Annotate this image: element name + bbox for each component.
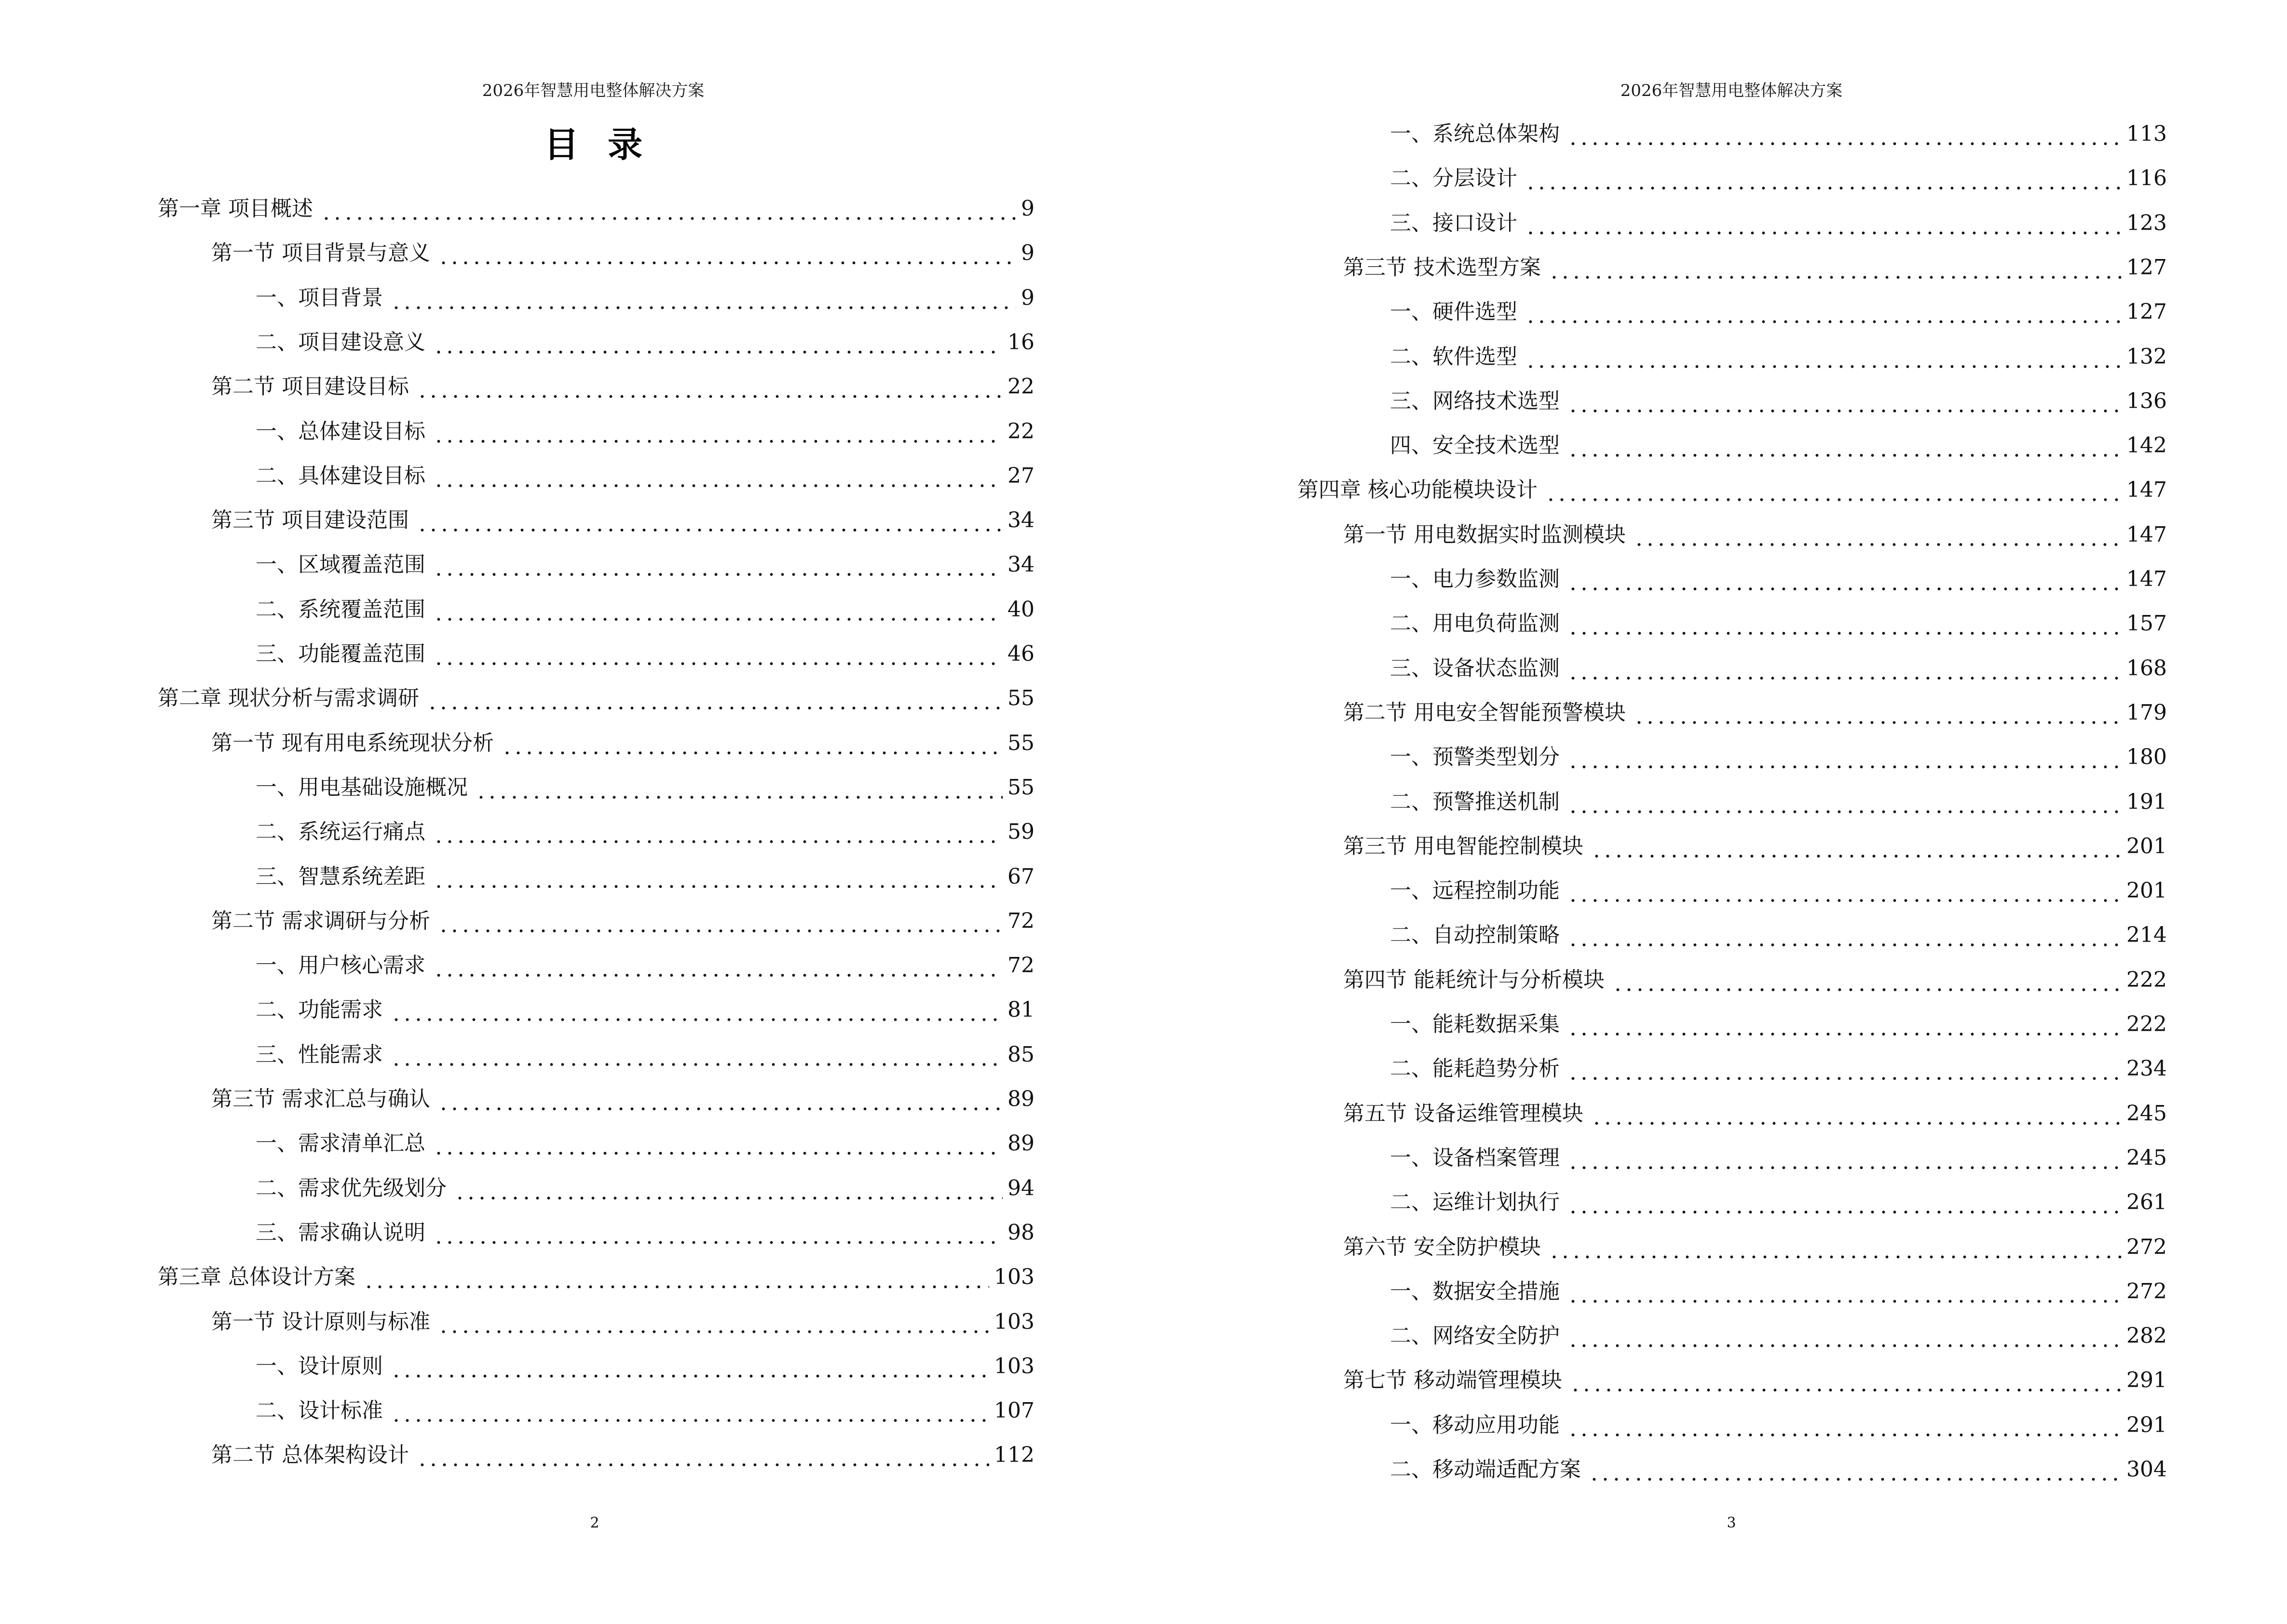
toc-entry-level-3[interactable]: [256, 328, 1035, 357]
toc-entry-level-1[interactable]: [1297, 476, 2167, 505]
toc-entry-level-3[interactable]: [1390, 431, 2167, 460]
toc-entry-level-3[interactable]: [256, 595, 1035, 624]
toc-entry-page: 22: [1007, 374, 1035, 399]
toc-entry-title: 二、移动端适配方案: [1390, 1457, 1581, 1482]
dot-leader: [1567, 1010, 2122, 1039]
toc-entry-level-1[interactable]: [158, 1263, 1035, 1292]
toc-entry-level-2[interactable]: [211, 372, 1035, 401]
toc-entry-title: 一、用电基础设施概况: [256, 775, 468, 800]
toc-entry-page: 89: [1007, 1087, 1035, 1111]
toc-entry-title: 第六节 安全防护模块: [1343, 1234, 1541, 1259]
toc-entry-title: 第三节 技术选型方案: [1343, 255, 1541, 280]
dot-leader: [1567, 609, 2122, 638]
dot-leader: [1525, 298, 2122, 327]
toc-entry-page: 234: [2126, 1056, 2167, 1081]
toc-entry-page: 291: [2126, 1412, 2167, 1437]
page-number: 2: [590, 1515, 599, 1531]
dot-leader: [1567, 654, 2122, 683]
toc-entry-title: 第一节 项目背景与意义: [211, 241, 430, 266]
toc-entry-level-3[interactable]: [256, 996, 1035, 1024]
dot-leader: [427, 684, 1003, 713]
toc-entry-page: 94: [1007, 1175, 1035, 1201]
toc-entry-level-3[interactable]: [256, 951, 1035, 980]
toc-entry-page: 59: [1007, 819, 1035, 845]
dot-leader: [433, 595, 1003, 624]
toc-entry-page: 46: [1007, 641, 1035, 666]
toc-entry-page: 201: [2126, 878, 2167, 903]
dot-leader: [433, 417, 1003, 446]
toc-entry-level-2[interactable]: [211, 1441, 1035, 1470]
dot-leader: [1567, 876, 2122, 905]
toc-entry-title: 三、性能需求: [256, 1042, 383, 1067]
dot-leader: [417, 506, 1003, 535]
toc-entry-level-3[interactable]: [1390, 1411, 2167, 1440]
toc-entry-level-3[interactable]: [1390, 1277, 2167, 1306]
toc-entry-title: 三、接口设计: [1390, 210, 1517, 235]
dot-leader: [1567, 387, 2122, 416]
toc-entry-title: 二、系统运行痛点: [256, 819, 425, 845]
toc-entry-level-2[interactable]: [1343, 832, 2167, 861]
dot-leader: [1567, 921, 2122, 950]
toc-entry-page: 103: [994, 1265, 1035, 1290]
toc-entry-page: 9: [1021, 196, 1035, 221]
toc-entry-level-2[interactable]: [1343, 253, 2167, 282]
toc-entry-level-2[interactable]: [211, 506, 1035, 535]
toc-entry-title: 三、网络技术选型: [1390, 388, 1560, 413]
toc-entry-title: 二、需求优先级划分: [256, 1175, 447, 1201]
toc-entry-title: 二、项目建设意义: [256, 329, 425, 355]
dot-leader: [433, 1129, 1003, 1158]
dot-leader: [1567, 1188, 2122, 1217]
toc-entry-page: 147: [2126, 567, 2167, 591]
toc-entry-title: 一、系统总体架构: [1390, 122, 1560, 146]
dot-leader: [417, 1441, 989, 1470]
toc-entry-level-2[interactable]: [1343, 1366, 2167, 1395]
toc-entry-level-3[interactable]: [256, 417, 1035, 446]
toc-entry-level-2[interactable]: [1343, 966, 2167, 995]
dot-leader: [433, 818, 1003, 846]
toc-entry-level-3[interactable]: [256, 862, 1035, 891]
toc-entry-page: 261: [2126, 1190, 2167, 1215]
toc-entry-level-1[interactable]: [158, 194, 1035, 223]
toc-entry-page: 127: [2126, 300, 2167, 325]
toc-entry-page: 147: [2126, 478, 2167, 503]
toc-entry-page: 142: [2126, 433, 2167, 458]
dot-leader: [1591, 832, 2122, 861]
dot-leader: [1567, 1411, 2122, 1440]
dot-leader: [476, 773, 1003, 802]
toc-entry-level-3[interactable]: [256, 773, 1035, 802]
toc-entry-page: 123: [2126, 210, 2167, 235]
toc-entry-page: 245: [2126, 1145, 2167, 1170]
toc-entry-level-3[interactable]: [1390, 565, 2167, 594]
toc-entry-level-2[interactable]: [1343, 1099, 2167, 1128]
toc-entry-page: 191: [2126, 789, 2167, 814]
toc-entry-title: 二、预警推送机制: [1390, 789, 1560, 814]
toc-entry-level-2[interactable]: [1343, 1233, 2167, 1262]
toc-entry-page: 34: [1007, 508, 1035, 533]
toc-entry-title: 二、具体建设目标: [256, 463, 425, 488]
toc-entry-page: 168: [2126, 655, 2167, 681]
toc-entry-title: 二、设计标准: [256, 1398, 383, 1423]
toc-entry-title: 第七节 移动端管理模块: [1343, 1368, 1562, 1393]
toc-entry-title: 第三节 用电智能控制模块: [1343, 833, 1583, 859]
toc-entry-level-2[interactable]: [1343, 520, 2167, 549]
dot-leader: [391, 1352, 989, 1381]
toc-entry-level-3[interactable]: [256, 1396, 1035, 1425]
toc-entry-level-3[interactable]: [1390, 743, 2167, 772]
toc-entry-page: 89: [1007, 1131, 1035, 1156]
toc-entry-title: 第二节 总体架构设计: [211, 1443, 409, 1468]
toc-entry-level-2[interactable]: [1343, 698, 2167, 727]
toc-entry-page: 282: [2126, 1324, 2167, 1349]
dot-leader: [433, 462, 1003, 491]
toc-entry-title: 一、远程控制功能: [1390, 878, 1560, 903]
toc-entry-title: 第一节 现有用电系统现状分析: [211, 730, 494, 755]
toc-entry-title: 一、用户核心需求: [256, 953, 425, 978]
dot-leader: [433, 550, 1003, 579]
dot-leader: [433, 640, 1003, 669]
toc-entry-page: 245: [2126, 1101, 2167, 1126]
toc-entry-page: 16: [1007, 329, 1035, 355]
toc-entry-title: 一、区域覆盖范围: [256, 552, 425, 577]
dot-leader: [1567, 431, 2122, 460]
toc-entry-page: 107: [994, 1398, 1035, 1423]
dot-leader: [391, 996, 1003, 1024]
toc-entry-level-3[interactable]: [1390, 1188, 2167, 1217]
toc-entry-level-3[interactable]: [1390, 1010, 2167, 1039]
toc-entry-title: 二、用电负荷监测: [1390, 611, 1560, 636]
toc-entry-page: 22: [1007, 419, 1035, 444]
toc-entry-title: 一、设计原则: [256, 1353, 383, 1378]
toc-entry-level-3[interactable]: [256, 462, 1035, 491]
toc-entry-level-3[interactable]: [256, 818, 1035, 846]
toc-entry-title: 一、硬件选型: [1390, 300, 1517, 325]
toc-entry-title: 第四节 能耗统计与分析模块: [1343, 967, 1605, 992]
toc-entry-title: 第三节 项目建设范围: [211, 508, 409, 533]
toc-entry-title: 一、移动应用功能: [1390, 1412, 1560, 1437]
toc-entry-level-3[interactable]: [256, 1129, 1035, 1158]
toc-entry-page: 132: [2126, 344, 2167, 369]
toc-entry-title: 第二章 现状分析与需求调研: [158, 686, 419, 711]
running-header: 2026年智慧用电整体解决方案: [482, 81, 705, 100]
dot-leader: [1525, 164, 2122, 193]
dot-leader: [1567, 1144, 2122, 1173]
toc-entry-page: 112: [994, 1443, 1035, 1468]
toc-entry-page: 34: [1007, 552, 1035, 577]
toc-entry-page: 201: [2126, 833, 2167, 859]
toc-entry-level-2[interactable]: [211, 1085, 1035, 1114]
toc-entry-title: 四、安全技术选型: [1390, 433, 1560, 458]
toc-entry-level-3[interactable]: [256, 1218, 1035, 1247]
toc-entry-page: 113: [2126, 122, 2167, 146]
toc-entry-page: 27: [1007, 463, 1035, 488]
dot-leader: [1567, 1322, 2122, 1351]
dot-leader: [433, 951, 1003, 980]
toc-entry-level-3[interactable]: [1390, 921, 2167, 950]
toc-entry-title: 二、运维计划执行: [1390, 1190, 1560, 1215]
toc-entry-page: 136: [2126, 388, 2167, 413]
dot-leader: [1545, 476, 2122, 505]
toc-entry-page: 116: [2126, 166, 2167, 191]
dot-leader: [433, 328, 1003, 357]
running-header: 2026年智慧用电整体解决方案: [1620, 81, 1843, 100]
toc-entry-title: 一、项目背景: [256, 285, 383, 310]
toc-entry-level-3[interactable]: [1390, 120, 2167, 149]
toc-entry-page: 103: [994, 1353, 1035, 1378]
toc-entry-page: 55: [1007, 775, 1035, 800]
toc-entry-level-3[interactable]: [1390, 1054, 2167, 1083]
toc-title: 目录: [544, 124, 672, 165]
dot-leader: [391, 284, 1016, 313]
toc-entry-level-3[interactable]: [1390, 298, 2167, 327]
toc-entry-level-3[interactable]: [1390, 342, 2167, 371]
dot-leader: [321, 194, 1016, 223]
toc-entry-page: 98: [1007, 1220, 1035, 1245]
dot-leader: [1567, 788, 2122, 817]
dot-leader: [1589, 1455, 2122, 1484]
toc-entry-title: 一、数据安全措施: [1390, 1279, 1560, 1304]
toc-entry-level-3[interactable]: [1390, 788, 2167, 817]
toc-entry-title: 第一章 项目概述: [158, 196, 313, 221]
toc-entry-title: 一、电力参数监测: [1390, 567, 1560, 591]
toc-entry-level-2[interactable]: [211, 1308, 1035, 1337]
toc-entry-title: 三、需求确认说明: [256, 1220, 425, 1245]
toc-entry-level-3[interactable]: [1390, 209, 2167, 238]
toc-entry-title: 第一节 用电数据实时监测模块: [1343, 522, 1626, 547]
dot-leader: [1549, 253, 2122, 282]
toc-entry-level-3[interactable]: [256, 1174, 1035, 1203]
toc-entry-level-3[interactable]: [1390, 164, 2167, 193]
toc-entry-page: 40: [1007, 597, 1035, 622]
dot-leader: [1567, 565, 2122, 594]
dot-leader: [1525, 209, 2122, 238]
toc-entry-level-3[interactable]: [1390, 1455, 2167, 1484]
dot-leader: [438, 1085, 1003, 1114]
toc-entry-level-3[interactable]: [256, 1040, 1035, 1069]
toc-entry-title: 二、功能需求: [256, 997, 383, 1023]
toc-entry-level-2[interactable]: [211, 729, 1035, 758]
toc-entry-page: 272: [2126, 1234, 2167, 1259]
toc-entry-title: 二、软件选型: [1390, 344, 1517, 369]
page-number: 3: [1727, 1515, 1736, 1531]
toc-entry-page: 304: [2126, 1457, 2167, 1482]
toc-entry-level-3[interactable]: [256, 284, 1035, 313]
toc-entry-page: 222: [2126, 1012, 2167, 1037]
toc-entry-title: 第三章 总体设计方案: [158, 1265, 355, 1290]
toc-entry-level-3[interactable]: [1390, 609, 2167, 638]
dot-leader: [433, 1218, 1003, 1247]
toc-entry-level-3[interactable]: [1390, 1322, 2167, 1351]
dot-leader: [438, 907, 1003, 936]
toc-entry-level-3[interactable]: [256, 640, 1035, 669]
toc-entry-page: 72: [1007, 953, 1035, 978]
dot-leader: [363, 1263, 989, 1292]
toc-entry-page: 9: [1021, 285, 1035, 310]
toc-entry-page: 81: [1007, 997, 1035, 1023]
toc-entry-level-2[interactable]: [211, 907, 1035, 936]
toc-entry-title: 二、系统覆盖范围: [256, 597, 425, 622]
dot-leader: [1549, 1233, 2122, 1262]
toc-entry-page: 127: [2126, 255, 2167, 280]
dot-leader: [1567, 1277, 2122, 1306]
toc-entry-title: 第四章 核心功能模块设计: [1297, 478, 1538, 503]
dot-leader: [1567, 120, 2122, 149]
toc-entry-title: 二、能耗趋势分析: [1390, 1056, 1560, 1081]
toc-entry-title: 一、需求清单汇总: [256, 1131, 425, 1156]
toc-entry-level-3[interactable]: [1390, 654, 2167, 683]
toc-entry-title: 第一节 设计原则与标准: [211, 1309, 430, 1334]
toc-entry-level-3[interactable]: [1390, 387, 2167, 416]
toc-entry-title: 二、分层设计: [1390, 166, 1517, 191]
toc-entry-title: 第五节 设备运维管理模块: [1343, 1101, 1583, 1126]
dot-leader: [1567, 743, 2122, 772]
toc-entry-level-2[interactable]: [211, 239, 1035, 268]
dot-leader: [1634, 520, 2122, 549]
toc-entry-page: 55: [1007, 730, 1035, 755]
toc-entry-page: 9: [1021, 241, 1035, 266]
toc-entry-page: 85: [1007, 1042, 1035, 1067]
toc-entry-page: 180: [2126, 745, 2167, 770]
toc-entry-page: 55: [1007, 686, 1035, 711]
toc-entry-title: 三、设备状态监测: [1390, 655, 1560, 681]
toc-entry-title: 第二节 用电安全智能预警模块: [1343, 700, 1626, 725]
toc-entry-page: 72: [1007, 908, 1035, 933]
dot-leader: [502, 729, 1003, 758]
dot-leader: [1612, 966, 2122, 995]
toc-entry-title: 三、智慧系统差距: [256, 864, 425, 889]
dot-leader: [1567, 1054, 2122, 1083]
toc-entry-page: 214: [2126, 923, 2167, 948]
right-page: [1144, 0, 2287, 1624]
toc-entry-page: 179: [2126, 700, 2167, 725]
dot-leader: [417, 372, 1003, 401]
toc-entry-level-3[interactable]: [256, 1352, 1035, 1381]
toc-entry-page: 157: [2126, 611, 2167, 636]
toc-entry-level-3[interactable]: [256, 550, 1035, 579]
toc-entry-title: 一、设备档案管理: [1390, 1145, 1560, 1170]
dot-leader: [1591, 1099, 2122, 1128]
toc-entry-title: 一、预警类型划分: [1390, 745, 1560, 770]
dot-leader: [433, 862, 1003, 891]
toc-entry-level-1[interactable]: [158, 684, 1035, 713]
toc-entry-title: 第三节 需求汇总与确认: [211, 1087, 430, 1111]
dot-leader: [1570, 1366, 2122, 1395]
toc-entry-page: 272: [2126, 1279, 2167, 1304]
toc-entry-title: 一、能耗数据采集: [1390, 1012, 1560, 1037]
toc-entry-title: 三、功能覆盖范围: [256, 641, 425, 666]
toc-entry-page: 291: [2126, 1368, 2167, 1393]
toc-entry-page: 103: [994, 1309, 1035, 1334]
toc-entry-title: 二、自动控制策略: [1390, 923, 1560, 948]
toc-entry-title: 一、总体建设目标: [256, 419, 425, 444]
toc-entry-title: 第二节 项目建设目标: [211, 374, 409, 399]
toc-entry-page: 147: [2126, 522, 2167, 547]
dot-leader: [454, 1174, 1003, 1203]
dot-leader: [391, 1396, 989, 1425]
toc-entry-title: 第二节 需求调研与分析: [211, 908, 430, 933]
dot-leader: [438, 239, 1016, 268]
toc-entry-page: 67: [1007, 864, 1035, 889]
toc-entry-title: 二、网络安全防护: [1390, 1324, 1560, 1349]
dot-leader: [391, 1040, 1003, 1069]
dot-leader: [1525, 342, 2122, 371]
dot-leader: [438, 1308, 989, 1337]
toc-entry-page: 222: [2126, 967, 2167, 992]
dot-leader: [1634, 698, 2122, 727]
toc-entry-level-3[interactable]: [1390, 876, 2167, 905]
toc-entry-level-3[interactable]: [1390, 1144, 2167, 1173]
